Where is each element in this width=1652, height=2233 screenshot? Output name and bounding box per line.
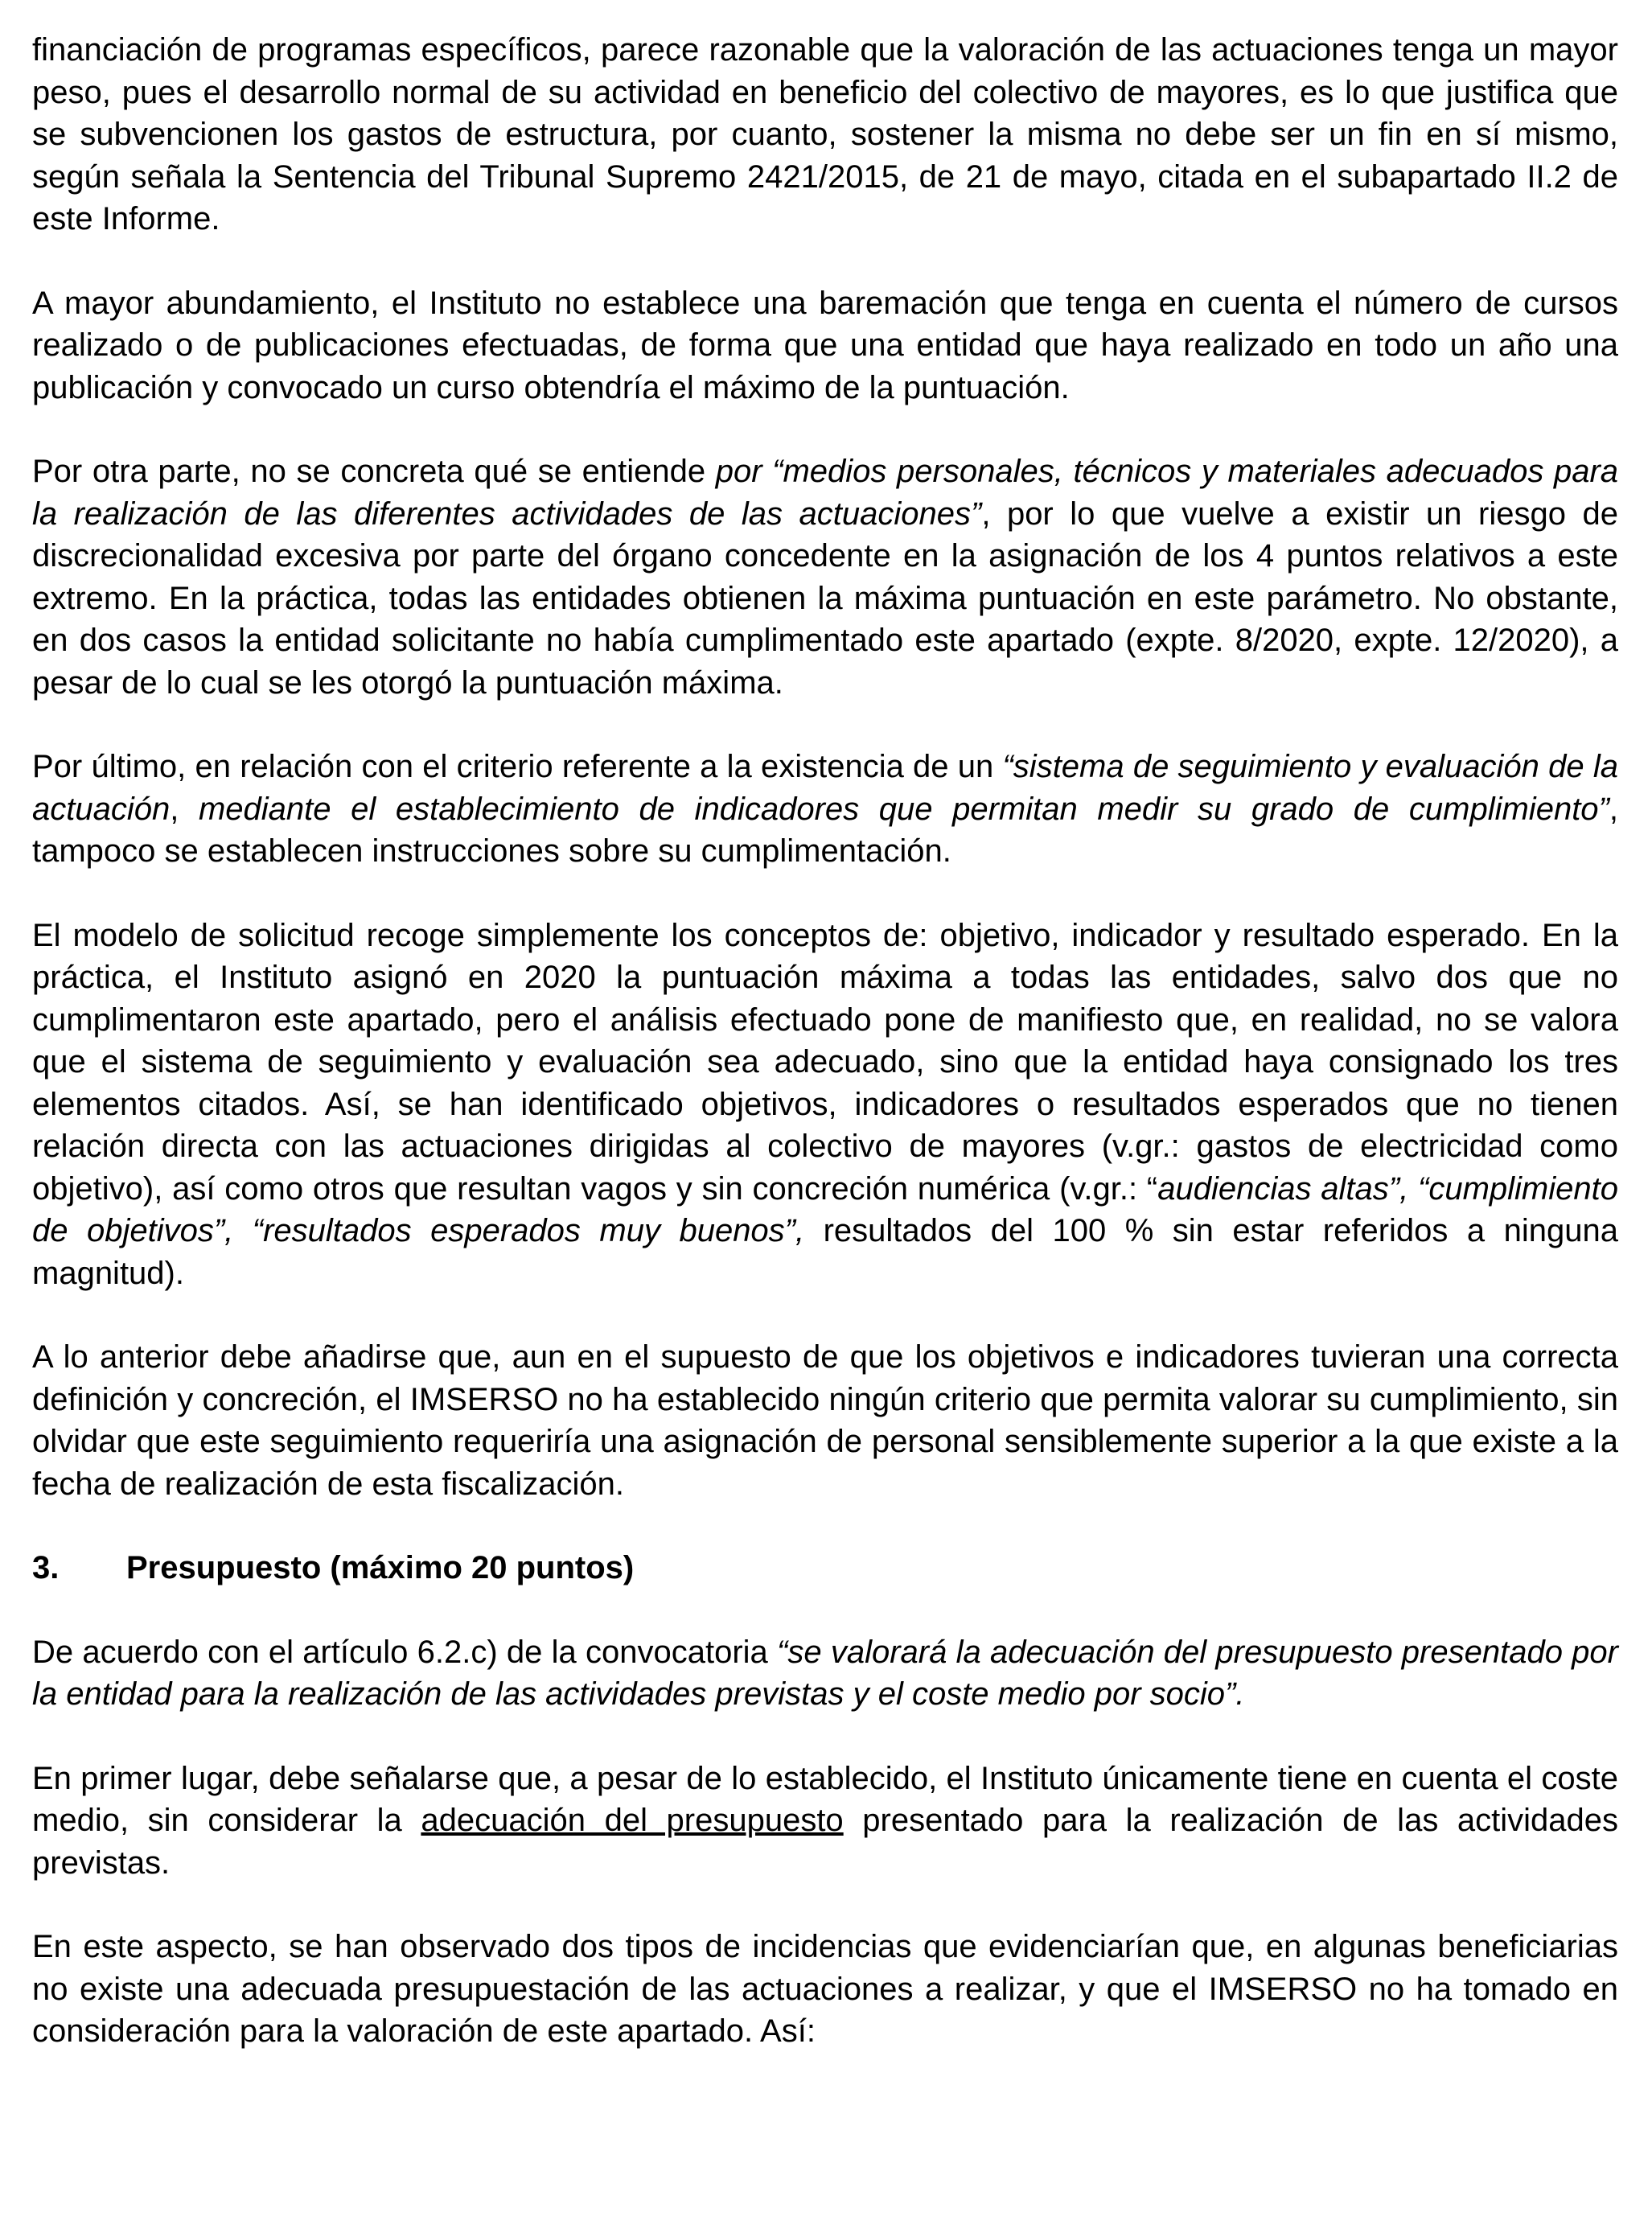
paragraph-text: En este aspecto, se han observado dos tipos de incidencias que evidenciarían que, en algunas beneficiarias no existe una adecuada presupuestación de las actuaciones a realizar, y que el IMSERSO no ha tomado en consideración para la valoración de este apartado. Así: <box>32 1929 1618 2049</box>
paragraph-text: El modelo de solicitud recoge simplemente los conceptos de: objetivo, indicador y resultado esperado. En la práctica, el Instituto asignó en 2020 la puntuación máxima a todas las entidades, salvo dos que no cumplimentaron este apartado, pero el análisis efectuado pone de manifiesto que, en realidad, no se valora que el sistema de seguimiento y evaluación sea adecuado, sino que la entidad haya consignado los tres elementos citados. Así, se han identificado objetivos, indicadores o resultados esperados que no tienen relación directa con las actuaciones dirigidas al colectivo de mayores (v.gr.: gastos de electricidad como objetivo), así como otros que resultan vagos y sin concreción numérica (v.gr.: “ <box>32 917 1618 1207</box>
underlined-text: adecuación del presupuesto <box>421 1803 844 1838</box>
paragraph-articulo <box>32 1631 1618 1716</box>
paragraph-text: , por lo que vuelve a existir un riesgo de discrecionalidad excesiva por parte del órgano concedente en la asignación de los 4 puntos relativos a este extremo. En la práctica, todas las entidades obtienen la máxima puntuación en este parámetro. No obstante, en dos casos la entidad solicitante no había cumplimentado este apartado (expte. 8/2020, expte. 12/2020), a pesar de lo cual se les otorgó la puntuación máxima. <box>32 496 1619 701</box>
paragraph-text: En primer lugar, debe señalarse que, a pesar de lo establecido, el Instituto únicamente tiene en cuenta el coste medio, sin considerar la <box>32 1760 1618 1838</box>
paragraph-financiacion <box>32 29 1618 241</box>
italic-quote: “sistema de seguimiento y evaluación de la actuación <box>32 749 1618 827</box>
paragraph-text: presentado para la realización de las actividades previstas. <box>32 1803 1619 1881</box>
paragraph-primer-lugar <box>32 1758 1618 1885</box>
paragraph-medios-personales <box>32 450 1618 704</box>
paragraph-text: financiación de programas específicos, parece razonable que la valoración de las actuaciones tenga un mayor peso, pues el desarrollo normal de su actividad en beneficio del colectivo de mayores, es lo que justifica que se subvencionen los gastos de estructura, por cuanto, sostener la misma no debe ser un fin en sí mismo, según señala la Sentencia del Tribunal Supremo 2421/2015, de 21 de mayo, citada en el subapartado II.2 de este Informe. <box>32 32 1618 236</box>
paragraph-text: , <box>170 791 199 827</box>
paragraph-text: Por último, en relación con el criterio referente a la existencia de un <box>32 749 1003 784</box>
section-number: 3. <box>32 1550 60 1585</box>
paragraph-text: , tampoco se establecen instrucciones sobre su cumplimentación. <box>32 791 1618 869</box>
italic-quote: mediante el establecimiento de indicadores que permitan medir su grado de cumplimiento” <box>198 791 1609 827</box>
paragraph-text: Por otra parte, no se concreta qué se entiende <box>32 454 716 489</box>
italic-quote: “se valorará la adecuación del presupuesto presentado por la entidad para la realización de las actividades previstas y el coste medio por socio”. <box>32 1634 1618 1712</box>
paragraph-text: A mayor abundamiento, el Instituto no establece una baremación que tenga en cuenta el número de cursos realizado o de publicaciones efectuadas, de forma que una entidad que haya realizado en todo un año una publicación y convocado un curso obtendría el máximo de la puntuación. <box>32 285 1618 405</box>
paragraph-sistema-seguimiento <box>32 746 1618 873</box>
paragraph-lo-anterior <box>32 1336 1618 1505</box>
paragraph-abundamiento <box>32 282 1618 409</box>
italic-quote: por “medios personales, técnicos y materiales adecuados para la realización de las diferentes actividades de las actuaciones” <box>32 454 1619 532</box>
paragraph-text: A lo anterior debe añadirse que, aun en el supuesto de que los objetivos e indicadores tuvieran una correcta definición y concreción, el IMSERSO no ha establecido ningún criterio que permita valorar su cumplimiento, sin olvidar que este seguimiento requeriría una asignación de personal sensiblemente superior a la que existe a la fecha de realización de esta fiscalización. <box>32 1339 1618 1502</box>
paragraph-modelo-solicitud <box>32 915 1618 1295</box>
section-title: Presupuesto (máximo 20 puntos) <box>126 1550 635 1585</box>
paragraph-text: resultados del 100 % sin estar referidos a ninguna magnitud). <box>32 1213 1619 1291</box>
italic-quote: audiencias altas”, “cumplimiento de objetivos”, “resultados esperados muy buenos”, <box>32 1170 1618 1248</box>
document-page <box>32 29 1618 2095</box>
paragraph-text: De acuerdo con el artículo 6.2.c) de la convocatoria <box>32 1634 778 1670</box>
section-heading <box>32 1547 1618 1589</box>
paragraph-incidencias <box>32 1926 1618 2053</box>
